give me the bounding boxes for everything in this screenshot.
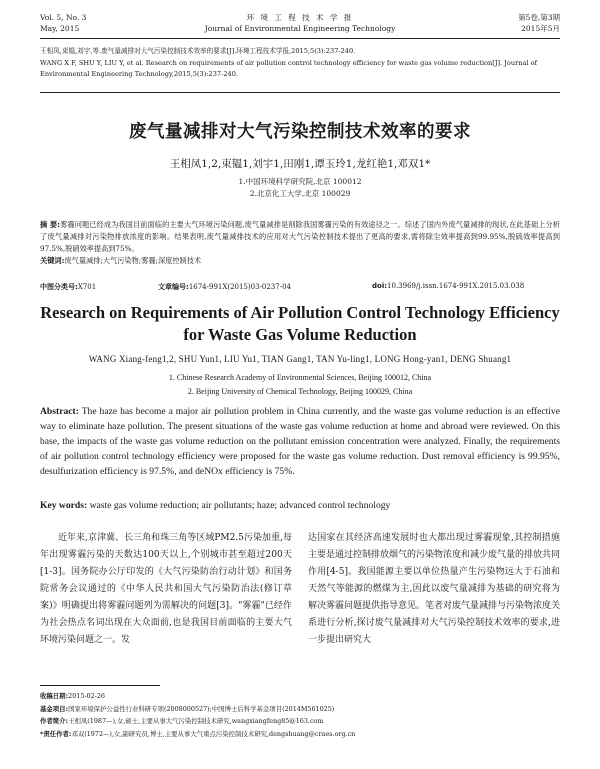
title-en: Research on Requirements of Air Pollution Control Technology Efficiency for Waste Gas Volume Reduction	[40, 303, 560, 344]
author-bio-label: 作者简介:	[40, 717, 69, 725]
corresponding-label: *责任作者:	[40, 729, 72, 738]
clc-label: 中图分类号:	[40, 283, 78, 291]
keywords-cn-label: 关键词:	[40, 256, 65, 265]
body-paragraph: 达国家在其经济高速发展时也大都出现过雾霾现象,其控制措施主要是通过控制排放烟气的污染物浓度和减少废气量的排放共同作用[4-5]。我国能源主要以单位热量产生污染物远大于石油和天然气等能源的燃煤为主,因此以废气量减排为基础的研究将为解决雾霾问题提供指导意见。笔者对废气量减排与污染物浓度关系进行分析,探讨废气量减排对大气污染控制技术效率的要求,进一步提出研究大	[308, 533, 561, 645]
article-label: 文章编号:	[158, 283, 189, 291]
journal-name-cn: 环 境 工 程 技 术 学 报	[246, 13, 354, 22]
authors-cn: 王相凤1,2,束韫1,刘宇1,田刚1,谭玉玲1,龙红艳1,邓双1*	[169, 158, 431, 170]
abstract-cn	[40, 219, 560, 267]
body-paragraph: 近年来,京津冀、长三角和珠三角等区域PM2.5污染加重,每年出现雾霾污染的天数达100天以上,个别城市甚至超过200天[1-3]。国务院办公厅印发的《大气污染防治行动计划》和国务院常务会议通过的《中华人民共和国大气污染防治法(修订草案)》明确提出将雾霾问题列为需解决的问题[3]。"雾霾"已经作为社会热点名词出现在大众面前,也是我国目前面临的主要大气环境污染问题之一。发	[40, 533, 292, 645]
affiliation-en-2: 2. Beijing University of Chemical Technology, Beijing 100029, China	[187, 387, 413, 396]
meta-row	[40, 282, 560, 294]
footnotes	[40, 690, 560, 740]
article-value: 1674-991X(2015)03-0237-04	[188, 283, 291, 291]
affiliation-cn-2: 2.北京化工大学,北京 100029	[249, 189, 351, 198]
keywords-en-text: waste gas volume reduction; air pollutants; haze; advanced control technology	[89, 500, 391, 511]
doi-value: 10.3969/j.issn.1674-991X.2015.03.038	[387, 282, 525, 290]
citation-rule	[40, 92, 560, 93]
fund-text: 国家环境保护公益性行业科研专项(2008000527);中国博士后科学基金项目(2014M561025)	[68, 704, 335, 713]
citation-block	[40, 46, 560, 81]
clc-number	[40, 282, 96, 292]
affiliation-en-1: 1. Chinese Research Academy of Environmental Sciences, Beijing 100012, China	[168, 373, 432, 382]
fund-label: 基金项目:	[40, 704, 69, 713]
footnote-author	[40, 715, 560, 728]
received-label: 收稿日期:	[40, 692, 69, 700]
citation-cn: 王相凤,束韫,刘宇,等.废气量减排对大气污染控制技术效率的要求[J].环境工程技术学报,2015,5(3):237-240.	[40, 47, 356, 55]
abstract-cn-text: 雾霾问题已经成为我国目前面临的主要大气环境污染问题,废气量减排是削除我国雾霾污染的有效途径之一。综述了国内外废气量减排的现状,在此基础上分析了废气量减排对污染物排放浓度的影响。结果表明,废气量减排技术的应用对大气污染控制技术提出了更高的要求,需将除尘效率提高到99.95%,脱硫效率提高到97.5%,脱硝效率提高到75%。	[40, 220, 560, 253]
footnote-fund	[40, 703, 560, 716]
body-column-right	[308, 530, 560, 649]
authors-en: WANG Xiang-feng1,2, SHU Yun1, LIU Yu1, TIAN Gang1, TAN Yu-ling1, LONG Hong-yan1, DENG Shuang1	[88, 354, 512, 364]
doi	[372, 282, 524, 290]
volume-issue: Vol. 5, No. 3	[40, 13, 87, 22]
abstract-en-text: The haze has become a major air pollution problem in China currently, and the waste gas volume reduction is an effective way to eliminate haze pollution. The present situations of the waste gas volume reduction at home and abroad were reviewed. On this base, the impacts of the waste gas volume reduction on the pollutant emission concentration were analyzed. Finally, the requirements of air pollution control technology efficiency were proposed for the waste gas volume reduction. Dust removal efficiency is 99.95%, desulfurization efficiency is 97.5%, and deNOx efficiency is 75%.	[40, 406, 560, 477]
corresponding-text: 邓双(1972—),女,副研究员,博士,主要从事大气重点污染控制技术研究,dengshuang@craes.org.cn	[71, 729, 356, 738]
volume-issue-cn: 第5卷,第3期	[518, 13, 560, 22]
footnote-received	[40, 690, 560, 703]
citation-en: WANG X F, SHU Y, LIU Y, et al. Research on requirements of air pollution control technology efficiency for waste gas volume reduction[J]. Journal of Environmental Engineering Technology,2015,5(3):237-240.	[40, 58, 538, 78]
received-date: 2015-02-26	[68, 692, 105, 700]
article-number	[158, 282, 291, 292]
issue-date: May, 2015	[40, 24, 80, 33]
header-rule	[40, 38, 560, 39]
keywords-cn-text: 废气量减排;大气污染物;雾霾;深度控制技术	[64, 256, 202, 265]
doi-label: doi:	[372, 282, 388, 290]
keywords-en	[40, 500, 560, 511]
clc-value: X701	[77, 283, 97, 291]
footnote-corresponding	[40, 728, 560, 741]
abstract-cn-label: 摘 要:	[40, 220, 61, 229]
issue-date-cn: 2015年5月	[521, 24, 560, 33]
running-head-center	[40, 12, 560, 34]
author-bio-text: 王相凤(1987—),女,硕士,主要从事大气污染控制技术研究,wangxiangfeng85@163.com	[68, 717, 324, 725]
abstract-en-label: Abstract:	[40, 406, 79, 417]
running-head-right	[518, 12, 560, 34]
footnote-rule	[40, 685, 160, 686]
keywords-en-label: Key words:	[40, 500, 88, 511]
keywords-cn	[40, 255, 560, 267]
abstract-en	[40, 404, 560, 479]
journal-name-en: Journal of Environmental Engineering Technology	[204, 24, 396, 33]
affiliation-cn-1: 1.中国环境科学研究院,北京 100012	[238, 177, 362, 186]
title-cn: 废气量减排对大气污染控制技术效率的要求	[129, 122, 471, 142]
running-head	[40, 12, 560, 36]
body-column-left	[40, 530, 292, 649]
